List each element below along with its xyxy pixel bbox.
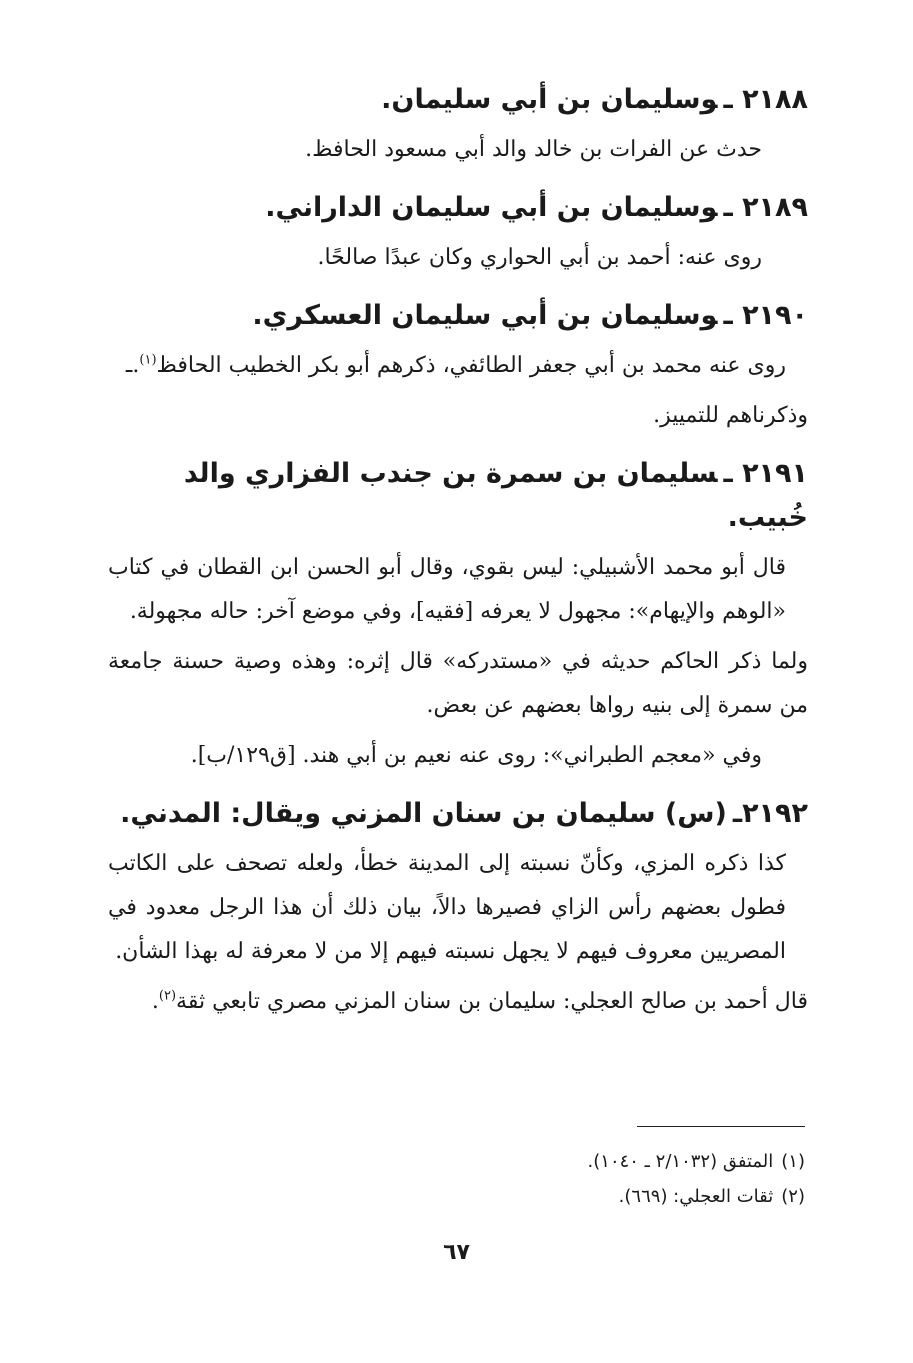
paragraph-text: روى عنه محمد بن أبي جعفر الطائفي، ذكرهم أبو بكر الخطيب الحافظ xyxy=(156,353,786,378)
paragraph-2188-1: حدث عن الفرات بن خالد والد أبي مسعود الحافظ. xyxy=(305,137,762,162)
paragraph-2189-1: روى عنه: أحمد بن أبي الحواري وكان عبدًا صالحًا. xyxy=(317,245,762,270)
entry-number: ٢١٩١ ـ xyxy=(723,458,808,489)
entry-title-2192 xyxy=(108,792,808,836)
paragraph-2192-1: كذا ذكره المزي، وكأنّ نسبته إلى المدينة خطأ، ولعله تصحف على الكاتب فطول بعضهم رأس الزاي فصيرها دالاً، بيان ذلك أن هذا الرجل معدود في المصريين معروف فيهم لا يجهل نسبته فيهم إلا من لا معرفة له بهذا الشأن. xyxy=(108,851,786,964)
footnote-text: المتفق (٢/١٠٣٢ ـ ١٠٤٠). xyxy=(587,1151,774,1172)
paragraph-2191-2: ولما ذكر الحاكم حديثه في «مستدركه» قال إثره: وهذه وصية حسنة جامعة من سمرة إلى بنيه رواها بعضهم عن بعض. xyxy=(108,649,808,718)
footnote-marker: (٢) xyxy=(781,1186,805,1207)
footnotes xyxy=(285,1144,805,1214)
footnote-ref-2: (٢) xyxy=(158,988,177,1004)
footnote-divider xyxy=(637,1126,805,1127)
entry-name: سليمان بن سمرة بن جندب الفزاري والد خُبيب. xyxy=(183,458,808,533)
footnote-marker: (١) xyxy=(781,1151,805,1172)
paragraph-2190-1 xyxy=(108,344,808,388)
paragraph-2191-1: قال أبو محمد الأشبيلي: ليس بقوي، وقال أبو الحسن ابن القطان في كتاب «الوهم والإيهام»: مجهول لا يعرفه [فقيه]، وفي موضع آخر: حاله مجهولة. xyxy=(108,555,786,624)
entry-title-2189 xyxy=(108,186,808,230)
paragraph-2192-2 xyxy=(108,980,808,1024)
entry-name: (س) سليمان بن سنان المزني ويقال: المدني. xyxy=(120,798,727,829)
paragraph-2191-3: وفي «معجم الطبراني»: روى عنه نعيم بن أبي هند. [ق١٢٩/ب]. xyxy=(190,743,762,768)
footnote-text: ثقات العجلي: (٦٦٩). xyxy=(618,1186,774,1207)
entry-name: وسليمان بن أبي سليمان العسكري. xyxy=(252,300,718,331)
footnote-1 xyxy=(285,1144,805,1179)
footnote-2 xyxy=(285,1179,805,1214)
entry-name: وسليمان بن أبي سليمان الداراني. xyxy=(265,192,718,223)
entry-name: وسليمان بن أبي سليمان. xyxy=(381,84,718,115)
page-body xyxy=(108,78,808,1024)
entry-title-2188 xyxy=(108,78,808,122)
paragraph-text: قال أحمد بن صالح العجلي: سليمان بن سنان المزني مصري تابعي ثقة xyxy=(176,989,808,1014)
entry-number: ٢١٩٢ـ xyxy=(732,798,808,829)
entry-number: ٢١٨٨ ـ xyxy=(723,84,808,115)
footnote-ref-1: (١) xyxy=(139,352,157,368)
page-number: ٦٧ xyxy=(443,1240,470,1265)
paragraph-2190-2: وذكرناهم للتمييز. xyxy=(653,403,808,428)
paragraph-end: . xyxy=(151,989,159,1014)
entry-number: ٢١٩٠ ـ xyxy=(723,300,808,331)
entry-number: ٢١٨٩ ـ xyxy=(723,192,808,223)
entry-title-2190 xyxy=(108,294,808,338)
entry-title-2191 xyxy=(108,452,808,540)
paragraph-end: .ـ xyxy=(125,353,140,378)
